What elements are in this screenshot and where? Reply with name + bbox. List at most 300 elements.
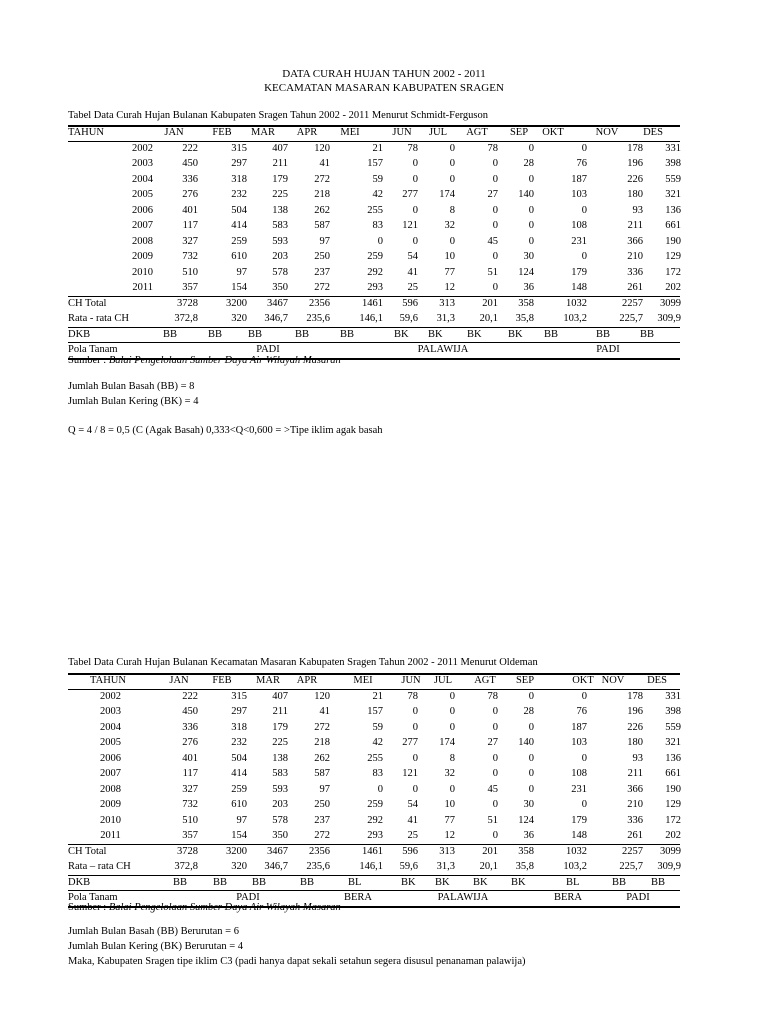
rata-cell: 35,8: [515, 313, 534, 324]
ch-total-cell: 201: [482, 297, 498, 309]
value-cell: 0: [528, 235, 534, 247]
dkb-cell: BK: [428, 328, 443, 340]
dkb-label: DKB: [68, 876, 91, 888]
value-cell: 93: [632, 752, 643, 764]
value-cell: 583: [272, 768, 288, 779]
table1-source: [68, 355, 341, 366]
value-cell: 77: [444, 814, 455, 826]
dkb-cell: BB: [163, 328, 178, 340]
pola-cell: PALAWIJA: [437, 892, 489, 903]
value-cell: 250: [314, 251, 330, 262]
value-cell: 138: [272, 204, 288, 216]
value-cell: 0: [528, 173, 534, 185]
value-cell: 124: [518, 814, 534, 826]
value-cell: 42: [372, 737, 383, 748]
ch-total-cell: 358: [518, 845, 534, 857]
table-row: [68, 218, 680, 234]
value-cell: 97: [236, 266, 247, 278]
value-cell: 32: [444, 220, 455, 231]
value-cell: 179: [272, 721, 288, 733]
value-cell: 398: [665, 706, 681, 717]
month-header: JUN: [392, 127, 412, 138]
table-row: [68, 797, 680, 813]
value-cell: 0: [528, 783, 534, 795]
value-cell: 211: [272, 706, 288, 717]
table-header-row: [68, 125, 680, 141]
value-cell: 0: [412, 235, 418, 247]
dkb-cell: BK: [508, 328, 523, 340]
ch-total-cell: 2356: [309, 297, 330, 309]
value-cell: 211: [272, 158, 288, 169]
dkb-cell: BL: [566, 876, 580, 888]
rata-cell: 372,8: [174, 313, 198, 324]
ch-total-cell: 2257: [622, 297, 643, 309]
value-cell: 293: [367, 282, 383, 293]
month-header: APR: [296, 675, 318, 686]
value-cell: 202: [665, 830, 681, 841]
value-cell: 292: [367, 266, 383, 278]
value-cell: 587: [314, 220, 330, 231]
value-cell: 259: [367, 251, 383, 262]
year-cell: 2002: [132, 142, 153, 154]
value-cell: 559: [665, 721, 681, 733]
dkb-cell: BK: [394, 328, 409, 340]
value-cell: 140: [518, 189, 534, 200]
value-cell: 0: [412, 783, 418, 795]
month-header: OKT: [542, 127, 564, 138]
pola-cell: PALAWIJA: [417, 344, 469, 355]
rata-cell: 20,1: [479, 861, 498, 872]
value-cell: 0: [581, 799, 587, 810]
value-cell: 272: [314, 830, 330, 841]
value-cell: 0: [412, 706, 418, 717]
value-cell: 0: [492, 204, 498, 216]
value-cell: 259: [231, 235, 247, 247]
ch-total-cell: 3728: [177, 297, 198, 309]
value-cell: 661: [665, 220, 681, 231]
value-cell: 138: [272, 752, 288, 764]
value-cell: 237: [314, 266, 330, 278]
year-cell: 2011: [100, 830, 121, 841]
value-cell: 27: [487, 737, 498, 748]
value-cell: 28: [523, 706, 534, 717]
pola-cell: PADI: [626, 892, 650, 903]
tahun-header: TAHUN: [68, 127, 104, 138]
value-cell: 255: [367, 752, 383, 764]
year-cell: 2007: [100, 768, 121, 779]
value-cell: 59: [372, 173, 383, 185]
value-cell: 211: [627, 768, 643, 779]
value-cell: 0: [492, 220, 498, 231]
rata-cell: 103,2: [563, 861, 587, 872]
value-cell: 0: [412, 721, 418, 733]
value-cell: 97: [319, 235, 330, 247]
value-cell: 226: [627, 173, 643, 185]
table-row: [68, 828, 680, 844]
value-cell: 190: [665, 235, 681, 247]
ch-total-label: CH Total: [68, 845, 107, 857]
value-cell: 255: [367, 204, 383, 216]
month-header: MAR: [251, 127, 275, 138]
value-cell: 172: [665, 266, 681, 278]
value-cell: 196: [627, 158, 643, 169]
value-cell: 93: [632, 204, 643, 216]
value-cell: 154: [231, 282, 247, 293]
value-cell: 272: [314, 282, 330, 293]
value-cell: 583: [272, 220, 288, 231]
ch-total-cell: 1032: [566, 297, 587, 309]
value-cell: 179: [571, 814, 587, 826]
value-cell: 732: [182, 251, 198, 262]
month-header: APR: [296, 127, 318, 138]
rata-cell: 20,1: [479, 313, 498, 324]
value-cell: 321: [665, 189, 681, 200]
ch-total-cell: 3467: [267, 297, 288, 309]
value-cell: 0: [581, 690, 587, 702]
table-row: [68, 720, 680, 736]
value-cell: 129: [665, 799, 681, 810]
value-cell: 336: [182, 721, 198, 733]
year-cell: 2006: [132, 204, 153, 216]
value-cell: 78: [487, 690, 498, 702]
month-header: MEI: [340, 127, 360, 138]
value-cell: 108: [571, 220, 587, 231]
value-cell: 610: [231, 251, 247, 262]
value-cell: 732: [182, 799, 198, 810]
value-cell: 318: [231, 721, 247, 733]
value-cell: 504: [231, 752, 247, 764]
value-cell: 157: [367, 706, 383, 717]
year-cell: 2009: [100, 799, 121, 810]
month-header: DES: [643, 127, 663, 138]
value-cell: 578: [272, 266, 288, 278]
value-cell: 232: [231, 189, 247, 200]
value-cell: 357: [182, 282, 198, 293]
value-cell: 261: [627, 282, 643, 293]
source-text: Balai Pengelolaan Sumber Daya Air Wilayah Masaran: [108, 902, 341, 913]
value-cell: 211: [627, 220, 643, 231]
dkb-cell: BB: [340, 328, 355, 340]
rata-cell: 146,1: [359, 861, 383, 872]
value-cell: 32: [444, 768, 455, 779]
dkb-cell: BB: [213, 876, 228, 888]
value-cell: 0: [492, 706, 498, 717]
value-cell: 222: [182, 690, 198, 702]
value-cell: 78: [407, 142, 418, 154]
table-row: [68, 156, 680, 172]
rata-cell: 59,6: [399, 861, 418, 872]
pola-cell: PADI: [236, 892, 260, 903]
table-row: [68, 704, 680, 720]
table-rule: [68, 296, 680, 297]
table-row: [68, 187, 680, 203]
value-cell: 232: [231, 737, 247, 748]
dkb-cell: BB: [544, 328, 559, 340]
table-row: [68, 280, 680, 296]
ch-total-cell: 358: [518, 297, 534, 309]
value-cell: 120: [314, 142, 330, 154]
value-cell: 0: [377, 783, 383, 795]
table-rule: [68, 673, 680, 675]
table2-source: [68, 902, 341, 913]
value-cell: 148: [571, 282, 587, 293]
table-rule: [68, 890, 680, 891]
value-cell: 0: [528, 721, 534, 733]
note-bulan-basah: Jumlah Bulan Basah (BB) = 8: [68, 381, 195, 392]
value-cell: 36: [523, 830, 534, 841]
table-rule: [68, 141, 680, 142]
pola-cell: BERA: [343, 892, 372, 903]
value-cell: 78: [407, 690, 418, 702]
value-cell: 0: [581, 752, 587, 764]
value-cell: 0: [492, 752, 498, 764]
source-prefix: Sumber :: [68, 902, 109, 913]
value-cell: 59: [372, 721, 383, 733]
value-cell: 196: [627, 706, 643, 717]
month-header: JAN: [169, 675, 189, 686]
month-header: FEB: [212, 127, 232, 138]
rata-cell: 320: [231, 861, 247, 872]
pola-cell: BERA: [553, 892, 582, 903]
table-row: [68, 766, 680, 782]
ch-total-cell: 1032: [566, 845, 587, 857]
year-cell: 2008: [100, 783, 121, 795]
rata-cell: 31,3: [436, 861, 455, 872]
value-cell: 97: [236, 814, 247, 826]
value-cell: 277: [402, 189, 418, 200]
rata-cell: 346,7: [264, 313, 288, 324]
value-cell: 154: [231, 830, 247, 841]
value-cell: 45: [487, 783, 498, 795]
value-cell: 593: [272, 235, 288, 247]
value-cell: 27: [487, 189, 498, 200]
value-cell: 12: [444, 830, 455, 841]
value-cell: 0: [492, 251, 498, 262]
ch-total-label: CH Total: [68, 297, 107, 309]
value-cell: 0: [492, 799, 498, 810]
value-cell: 28: [523, 158, 534, 169]
rata-label: Rata – rata CH: [68, 861, 131, 872]
value-cell: 0: [492, 768, 498, 779]
value-cell: 559: [665, 173, 681, 185]
value-cell: 318: [231, 173, 247, 185]
value-cell: 203: [272, 799, 288, 810]
year-cell: 2009: [132, 251, 153, 262]
value-cell: 336: [627, 266, 643, 278]
source-text: Balai Pengelolaan Sumber Daya Air Wilayah Masaran: [108, 355, 341, 366]
rata-row: [68, 859, 680, 875]
ch-total-cell: 1461: [362, 845, 383, 857]
value-cell: 0: [528, 690, 534, 702]
value-cell: 121: [402, 768, 418, 779]
table-row: [68, 265, 680, 281]
month-header: JAN: [164, 127, 184, 138]
pola-cell: PADI: [256, 344, 280, 355]
value-cell: 178: [627, 142, 643, 154]
value-cell: 450: [182, 706, 198, 717]
value-cell: 121: [402, 220, 418, 231]
year-cell: 2005: [132, 189, 153, 200]
value-cell: 210: [627, 251, 643, 262]
value-cell: 10: [444, 251, 455, 262]
table-row: [68, 689, 680, 705]
year-cell: 2006: [100, 752, 121, 764]
value-cell: 97: [319, 783, 330, 795]
value-cell: 218: [314, 737, 330, 748]
value-cell: 226: [627, 721, 643, 733]
rata-cell: 320: [231, 313, 247, 324]
value-cell: 8: [449, 204, 455, 216]
year-cell: 2004: [132, 173, 153, 185]
value-cell: 180: [627, 189, 643, 200]
value-cell: 0: [449, 706, 455, 717]
dkb-cell: BB: [300, 876, 315, 888]
value-cell: 276: [182, 737, 198, 748]
value-cell: 76: [576, 158, 587, 169]
table-row: [68, 172, 680, 188]
ch-total-row: [68, 296, 680, 312]
rata-cell: 346,7: [264, 861, 288, 872]
value-cell: 293: [367, 830, 383, 841]
dkb-cell: BL: [348, 876, 362, 888]
value-cell: 36: [523, 282, 534, 293]
value-cell: 30: [523, 799, 534, 810]
table-row: [68, 234, 680, 250]
rata-cell: 235,6: [306, 313, 330, 324]
value-cell: 315: [231, 690, 247, 702]
value-cell: 336: [627, 814, 643, 826]
month-header: DES: [647, 675, 667, 686]
value-cell: 0: [412, 173, 418, 185]
value-cell: 0: [412, 752, 418, 764]
value-cell: 0: [528, 752, 534, 764]
value-cell: 250: [314, 799, 330, 810]
value-cell: 83: [372, 768, 383, 779]
value-cell: 225: [272, 189, 288, 200]
value-cell: 108: [571, 768, 587, 779]
value-cell: 41: [407, 814, 418, 826]
table-header-row: [68, 673, 680, 689]
dkb-label: DKB: [68, 328, 91, 340]
value-cell: 0: [528, 204, 534, 216]
note-q-value: Q = 4 / 8 = 0,5 (C (Agak Basah) 0,333<Q<0,600 = >Tipe iklim agak basah: [68, 425, 383, 436]
rata-cell: 372,8: [174, 861, 198, 872]
table-rule: [68, 327, 680, 328]
ch-total-cell: 201: [482, 845, 498, 857]
table-row: [68, 751, 680, 767]
rata-cell: 103,2: [563, 313, 587, 324]
value-cell: 262: [314, 204, 330, 216]
month-header: NOV: [595, 127, 619, 138]
value-cell: 41: [407, 266, 418, 278]
value-cell: 0: [581, 251, 587, 262]
value-cell: 0: [377, 235, 383, 247]
value-cell: 117: [182, 768, 198, 779]
year-cell: 2003: [132, 158, 153, 169]
value-cell: 661: [665, 768, 681, 779]
ch-total-cell: 313: [439, 845, 455, 857]
ch-total-cell: 3467: [267, 845, 288, 857]
table1: [68, 125, 680, 358]
value-cell: 401: [182, 752, 198, 764]
value-cell: 297: [231, 706, 247, 717]
value-cell: 231: [571, 783, 587, 795]
value-cell: 504: [231, 204, 247, 216]
month-header: JUL: [428, 127, 448, 138]
tahun-header: TAHUN: [90, 675, 126, 686]
value-cell: 331: [665, 690, 681, 702]
value-cell: 0: [449, 783, 455, 795]
value-cell: 25: [407, 282, 418, 293]
value-cell: 414: [231, 768, 247, 779]
ch-total-cell: 596: [402, 297, 418, 309]
dkb-cell: BK: [435, 876, 450, 888]
value-cell: 190: [665, 783, 681, 795]
year-cell: 2004: [100, 721, 121, 733]
value-cell: 0: [492, 173, 498, 185]
source-prefix: Sumber :: [68, 355, 109, 366]
value-cell: 259: [367, 799, 383, 810]
ch-total-cell: 3099: [660, 845, 681, 857]
dkb-cell: BK: [473, 876, 488, 888]
year-cell: 2002: [100, 690, 121, 702]
value-cell: 178: [627, 690, 643, 702]
value-cell: 140: [518, 737, 534, 748]
value-cell: 237: [314, 814, 330, 826]
dkb-row: [68, 327, 680, 343]
value-cell: 0: [412, 204, 418, 216]
value-cell: 218: [314, 189, 330, 200]
value-cell: 179: [272, 173, 288, 185]
value-cell: 51: [487, 266, 498, 278]
month-header: FEB: [212, 675, 232, 686]
value-cell: 327: [182, 235, 198, 247]
year-cell: 2010: [100, 814, 121, 826]
ch-total-cell: 3099: [660, 297, 681, 309]
value-cell: 587: [314, 768, 330, 779]
value-cell: 10: [444, 799, 455, 810]
value-cell: 180: [627, 737, 643, 748]
value-cell: 21: [372, 142, 383, 154]
value-cell: 0: [449, 235, 455, 247]
value-cell: 83: [372, 220, 383, 231]
ch-total-cell: 2257: [622, 845, 643, 857]
dkb-cell: BB: [295, 328, 310, 340]
table-rule: [68, 342, 680, 343]
value-cell: 136: [665, 204, 681, 216]
value-cell: 297: [231, 158, 247, 169]
value-cell: 259: [231, 783, 247, 795]
rata-label: Rata - rata CH: [68, 313, 129, 324]
dkb-cell: BK: [511, 876, 526, 888]
value-cell: 610: [231, 799, 247, 810]
rata-cell: 309,9: [657, 313, 681, 324]
table1-caption: Tabel Data Curah Hujan Bulanan Kabupaten Sragen Tahun 2002 - 2011 Menurut Schmidt-Ferguson: [68, 110, 488, 121]
month-header: SEP: [515, 675, 535, 686]
month-header: AGT: [466, 127, 488, 138]
value-cell: 0: [449, 158, 455, 169]
value-cell: 210: [627, 799, 643, 810]
note2-bulan-kering: Jumlah Bulan Kering (BK) Berurutan = 4: [68, 941, 244, 952]
month-header: AGT: [474, 675, 496, 686]
page-title-line1: DATA CURAH HUJAN TAHUN 2002 - 2011: [282, 68, 486, 80]
value-cell: 450: [182, 158, 198, 169]
year-cell: 2011: [132, 282, 153, 293]
value-cell: 231: [571, 235, 587, 247]
ch-total-cell: 3200: [226, 297, 247, 309]
value-cell: 148: [571, 830, 587, 841]
dkb-cell: BB: [173, 876, 188, 888]
